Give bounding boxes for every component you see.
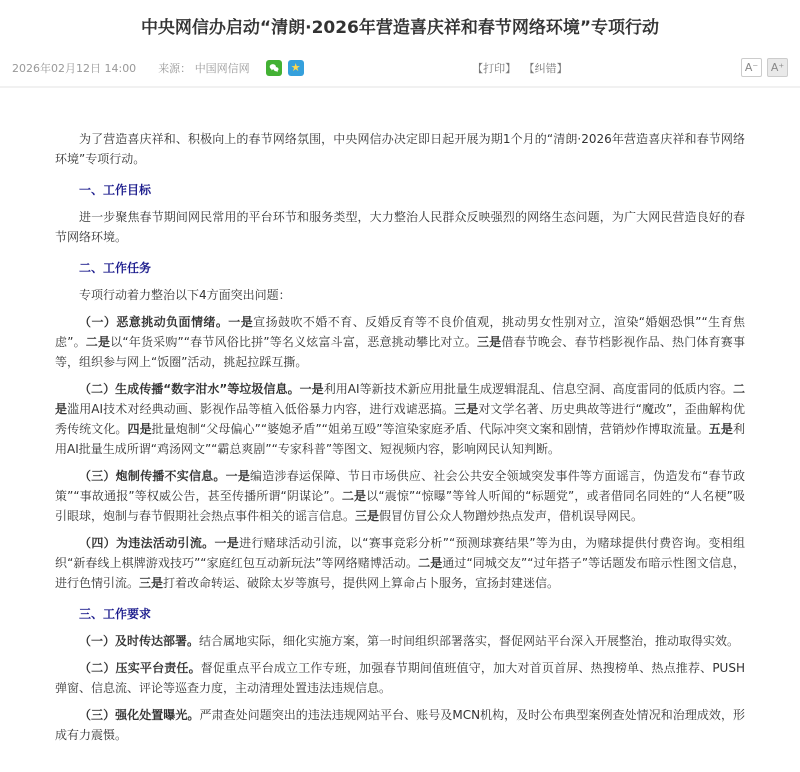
article-paragraph: 为了营造喜庆祥和、积极向上的春节网络氛围，中央网信办决定即日起开展为期1个月的“清朗·2026年营造喜庆祥和春节网络环境”专项行动。 [55, 131, 745, 166]
article-paragraph: （三）炮制传播不实信息。一是编造涉春运保障、节日市场供应、社会公共安全领域突发事件等方面谣言，伪造发布“春节政策”“事故通报”等权威公告，甚至传播所谓“阴谋论”。二是以“震惊”“惊曝”等耸人听闻的“标题党”，或者借同名同姓的“人名梗”吸引眼球，炮制与春节假期社会热点事件相关的谣言信息。三是假冒仿冒公众人物蹭炒热点发声，借机误导网民。 [55, 468, 745, 523]
source-label: 来源： [158, 61, 192, 75]
share-icons [260, 60, 304, 76]
article-paragraph: （四）为违法活动引流。一是进行赌球活动引流，以“赛事竞彩分析”“预测球赛结果”等为由，为赌球提供付费咨询。变相组织“新春线上棋牌游戏技巧”“家庭红包互动新玩法”等网络赌博活动。二是通过“同城交友”“过年搭子”等话题发布暗示性图文信息，进行色情引流。三是打着改命转运、破除太岁等旗号，提供网上算命占卜服务，宣扬封建迷信。 [55, 535, 745, 590]
article-paragraph: （一）恶意挑动负面情绪。一是宣扬鼓吹不婚不育、反婚反育等不良价值观，挑动男女性别对立，渲染“婚姻恐惧”“生育焦虑”。二是以“年货采购”“春节风俗比拼”等名义炫富斗富，恶意挑动攀比对立。三是借春节晚会、春节档影视作品、热门体育赛事等，组织参与网上“饭圈”活动，挑起拉踩互撕。 [55, 314, 745, 369]
source-name: 中国网信网 [194, 61, 250, 75]
article-page [0, 16, 800, 760]
font-size-controls [736, 58, 788, 77]
publish-date: 2026年02月12日 14:00 [12, 61, 137, 75]
article-paragraph: （二）生成传播“数字泔水”等垃圾信息。一是利用AI等新技术新应用批量生成逻辑混乱、信息空洞、高度雷同的低质内容。二是滥用AI技术对经典动画、影视作品等植入低俗暴力内容，进行戏谑恶搞。三是对文学名著、历史典故等进行“魔改”，歪曲解构优秀传统文化。四是批量炮制“父母偏心”“婆媳矛盾”“姐弟互殴”等渲染家庭矛盾、代际冲突文案和剧情，营销炒作博取流量。五是利用AI批量生成所谓“鸡汤网文”“霸总爽剧”“专家科普”等图文、短视频内容，影响网民认知判断。 [55, 381, 745, 456]
source [158, 60, 250, 76]
section-heading: 一、工作目标 [79, 182, 152, 197]
wechat-share-icon[interactable] [266, 60, 282, 76]
section-heading: 三、工作要求 [79, 606, 152, 621]
font-increase-button[interactable]: A⁺ [767, 58, 788, 77]
page-title: 中央网信办启动“清朗·2026年营造喜庆祥和春节网络环境”专项行动 [140, 18, 660, 38]
qzone-share-icon[interactable] [288, 60, 304, 76]
correct-button[interactable]: 【纠错】 [523, 61, 568, 75]
article-paragraph: 进一步聚焦春节期间网民常用的平台环节和服务类型，大力整治人民群众反映强烈的网络生态问题，为广大网民营造良好的春节网络环境。 [55, 209, 745, 244]
print-button[interactable]: 【打印】 [472, 61, 517, 75]
section-heading: 二、工作任务 [79, 260, 152, 275]
article-paragraph: （三）强化处置曝光。严肃查处问题突出的违法违规网站平台、账号及MCN机构，及时公布典型案例查处情况和治理成效，形成有力震慑。 [55, 707, 745, 742]
meta-bar [0, 50, 800, 88]
article-paragraph: （一）及时传达部署。结合属地实际，细化实施方案，第一时间组织部署落实，督促网站平台深入开展整治，推动取得实效。 [79, 633, 740, 648]
article-paragraph: 专项行动着力整治以下4方面突出问题： [79, 287, 291, 302]
font-decrease-button[interactable]: A⁻ [741, 58, 762, 77]
article-tools [304, 60, 736, 76]
article-paragraph: （二）压实平台责任。督促重点平台成立工作专班，加强春节期间值班值守，加大对首页首屏、热搜榜单、热点推荐、PUSH弹窗、信息流、评论等巡查力度，主动清理处置违法违规信息。 [55, 660, 745, 695]
article-body [0, 88, 800, 772]
